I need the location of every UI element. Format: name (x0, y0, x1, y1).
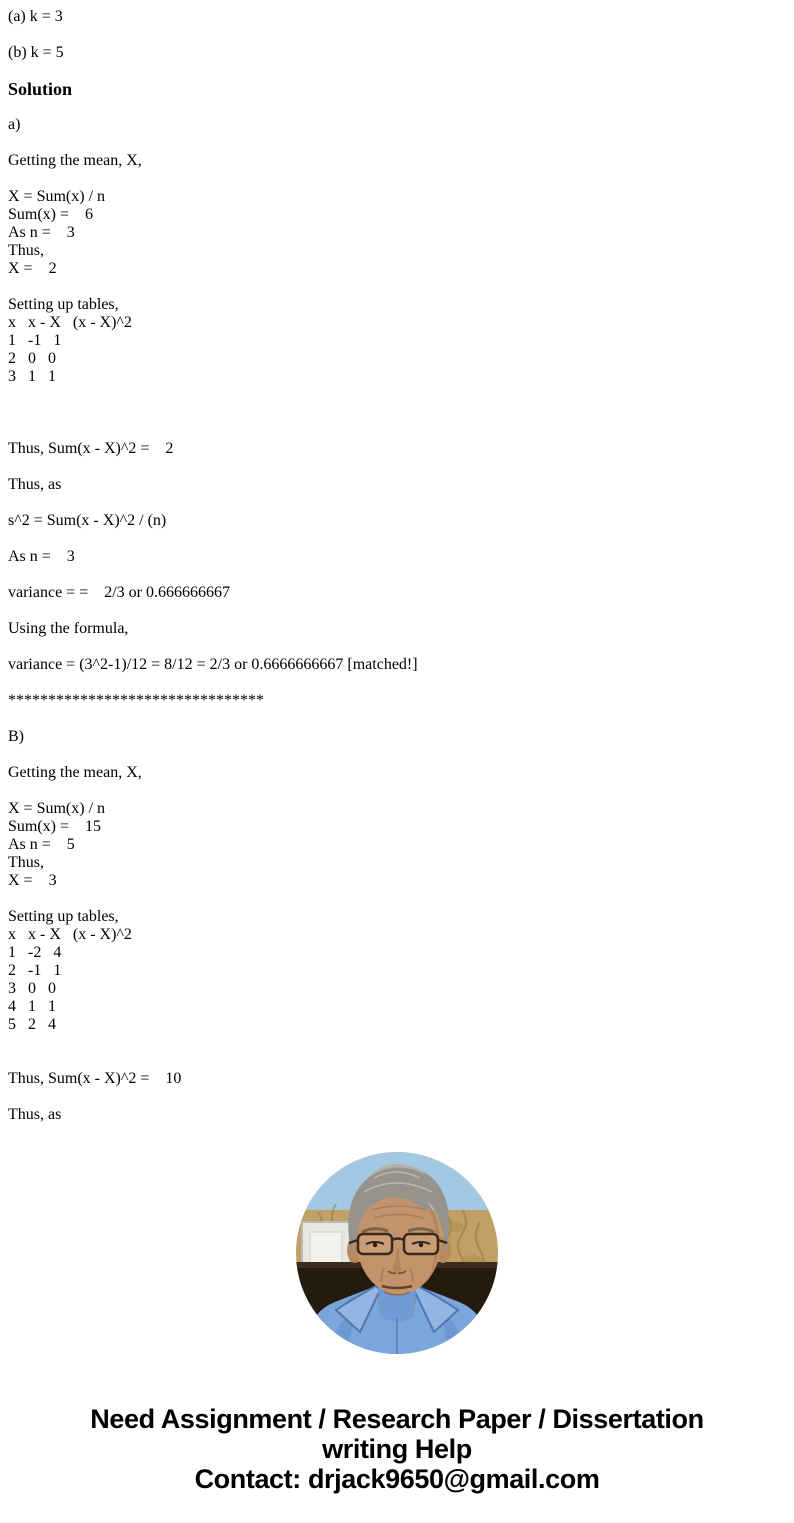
blank-line (8, 602, 794, 620)
doc-line: As n = 3 (8, 548, 75, 565)
blank-line (8, 782, 794, 800)
doc-line: Thus, as (8, 476, 62, 493)
given-item-a: (a) k = 3 (8, 8, 63, 25)
blank-line (8, 566, 794, 584)
doc-line: Getting the mean, X, (8, 764, 142, 781)
part-a-label: a) (8, 116, 21, 133)
doc-line: Sum(x) = 6 (8, 206, 94, 223)
doc-line: Thus, Sum(x - X)^2 = 10 (8, 1070, 182, 1087)
table-a-header: x x - X (x - X)^2 (8, 314, 132, 331)
blank-line (8, 890, 794, 908)
blank-line (8, 278, 794, 296)
blank-line (8, 674, 794, 692)
tutor-photo (296, 1152, 498, 1354)
blank-line (8, 422, 794, 440)
blank-line (8, 494, 794, 512)
doc-line: Thus, (8, 242, 44, 259)
blank-line (8, 62, 794, 80)
table-b-row: 1 -2 4 (8, 944, 62, 961)
blank-line (8, 458, 794, 476)
variance-formula-check: variance = (3^2-1)/12 = 8/12 = 2/3 or 0.6666666667 [matched!] (8, 656, 418, 673)
doc-line: Thus, Sum(x - X)^2 = 2 (8, 440, 174, 457)
blank-line (8, 638, 794, 656)
footer-banner (0, 1404, 794, 1494)
table-b-row: 4 1 1 (8, 998, 56, 1015)
tutor-portrait-graphic (296, 1152, 498, 1354)
blank-line (8, 134, 794, 152)
doc-line: X = 3 (8, 872, 57, 889)
blank-line (8, 530, 794, 548)
table-a-row: 3 1 1 (8, 368, 56, 385)
blank-line (8, 98, 794, 116)
table-b-row: 3 0 0 (8, 980, 56, 997)
doc-line: Using the formula, (8, 620, 129, 637)
footer-line-2: writing Help (322, 1434, 472, 1464)
blank-line (8, 1034, 794, 1052)
table-a-row: 1 -1 1 (8, 332, 62, 349)
footer-line-1: Need Assignment / Research Paper / Dissertation (90, 1404, 704, 1434)
doc-line: X = Sum(x) / n (8, 188, 106, 205)
blank-line (8, 710, 794, 728)
variance-result-a: variance = = 2/3 or 0.666666667 (8, 584, 230, 601)
separator-line: ******************************** (8, 692, 264, 709)
blank-line (8, 746, 794, 764)
part-b-label: B) (8, 728, 24, 745)
table-a-row: 2 0 0 (8, 350, 56, 367)
blank-line (8, 404, 794, 422)
table-b-row: 2 -1 1 (8, 962, 62, 979)
doc-line: As n = 5 (8, 836, 75, 853)
table-b-header: x x - X (x - X)^2 (8, 926, 132, 943)
blank-line (8, 170, 794, 188)
blank-line (8, 26, 794, 44)
solution-heading: Solution (8, 79, 73, 99)
given-item-b: (b) k = 5 (8, 44, 64, 61)
doc-line: As n = 3 (8, 224, 75, 241)
footer-contact-email: Contact: drjack9650@gmail.com (194, 1464, 600, 1494)
blank-line (8, 1088, 794, 1106)
doc-line: Setting up tables, (8, 296, 119, 313)
blank-line (8, 1052, 794, 1070)
doc-line: X = 2 (8, 260, 57, 277)
doc-line: Thus, as (8, 1106, 62, 1123)
doc-line: Thus, (8, 854, 44, 871)
doc-line: Setting up tables, (8, 908, 119, 925)
table-b-row: 5 2 4 (8, 1016, 56, 1033)
doc-line: X = Sum(x) / n (8, 800, 106, 817)
doc-line: Getting the mean, X, (8, 152, 142, 169)
blank-line (8, 386, 794, 404)
doc-line: s^2 = Sum(x - X)^2 / (n) (8, 512, 167, 529)
doc-line: Sum(x) = 15 (8, 818, 102, 835)
